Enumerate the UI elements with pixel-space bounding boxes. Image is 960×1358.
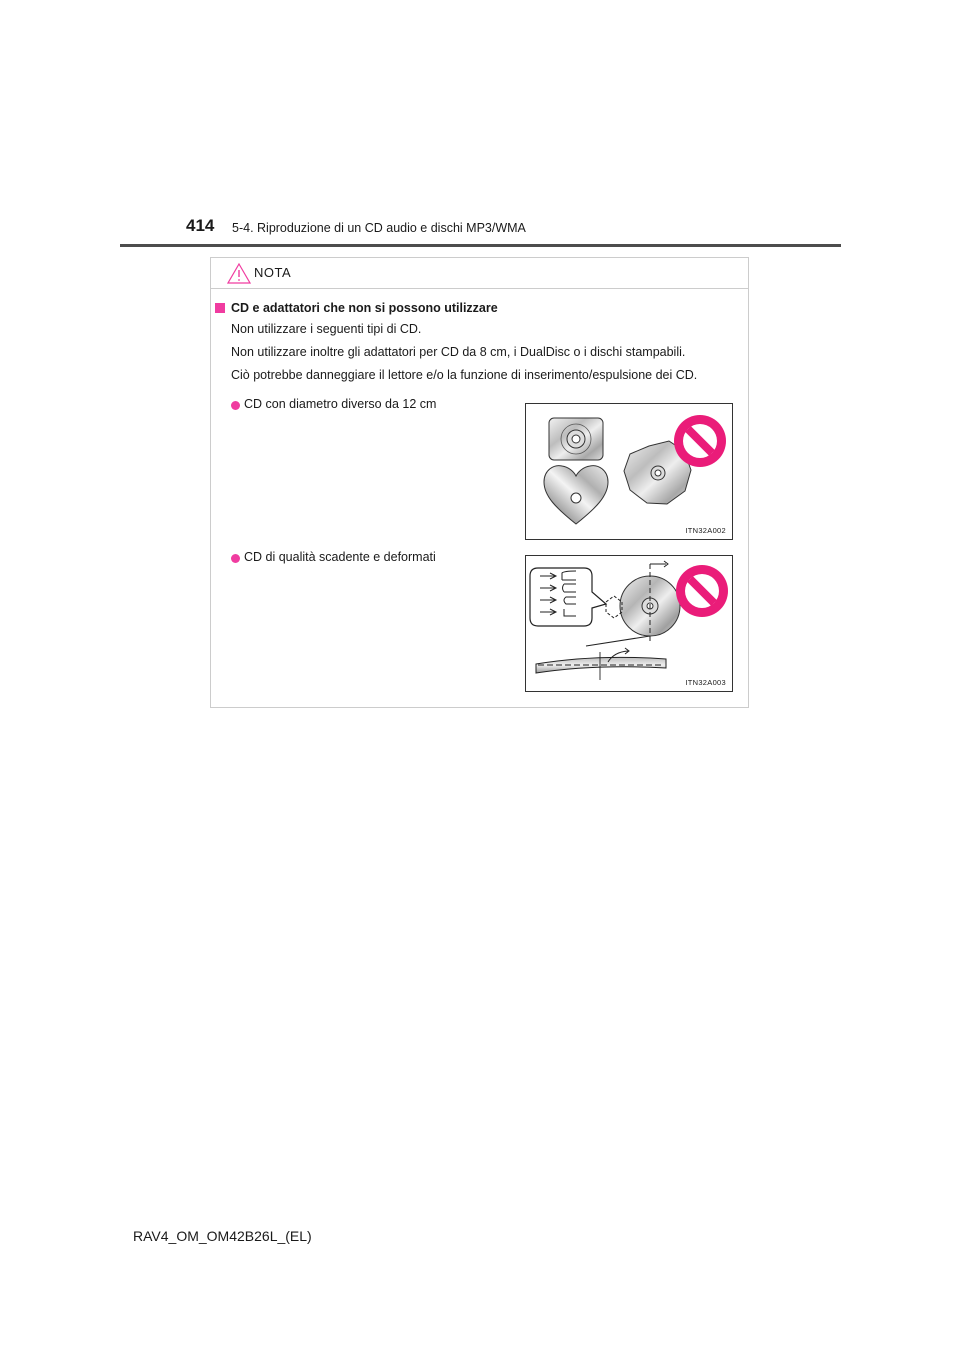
note-paragraph: Non utilizzare inoltre gli adattatori per CD da 8 cm, i DualDisc o i dischi stampabili. — [231, 345, 686, 359]
prohibition-icon — [676, 565, 728, 617]
note-box — [210, 257, 749, 708]
note-heading: CD e adattatori che non si possono utilizzare — [231, 301, 498, 315]
figure-irregular-cds — [525, 403, 733, 540]
figure-code: ITN32A002 — [685, 526, 726, 535]
header-rule — [120, 244, 841, 247]
irregular-cd-illustration — [526, 404, 732, 539]
prohibition-icon — [674, 415, 726, 467]
note-paragraph: Non utilizzare i seguenti tipi di CD. — [231, 322, 422, 336]
edge-profile-callout — [530, 568, 606, 626]
page-number: 414 — [186, 216, 215, 235]
note-header — [211, 258, 748, 289]
deformed-cd-illustration — [526, 556, 732, 691]
figure-code: ITN32A003 — [685, 678, 726, 687]
note-paragraph: Ciò potrebbe danneggiare il lettore e/o la funzione di inserimento/espulsione dei CD. — [231, 368, 698, 382]
figure-deformed-cds — [525, 555, 733, 692]
bullet-text: CD di qualità scadente e deformati — [244, 550, 436, 564]
footer-doc-code: RAV4_OM_OM42B26L_(EL) — [133, 1228, 312, 1244]
bullet-text: CD con diametro diverso da 12 cm — [244, 397, 437, 411]
warped-disc-side-icon — [536, 648, 666, 680]
warning-triangle-icon — [227, 263, 251, 284]
bullet-dot-icon — [231, 554, 240, 563]
heart-cd-icon — [544, 466, 608, 524]
note-label: NOTA — [254, 265, 292, 280]
bullet-dot-icon — [231, 401, 240, 410]
square-cd-icon — [549, 418, 603, 460]
square-bullet-icon — [215, 303, 225, 313]
section-title: 5-4. Riproduzione di un CD audio e dischi MP3/WMA — [232, 221, 526, 235]
